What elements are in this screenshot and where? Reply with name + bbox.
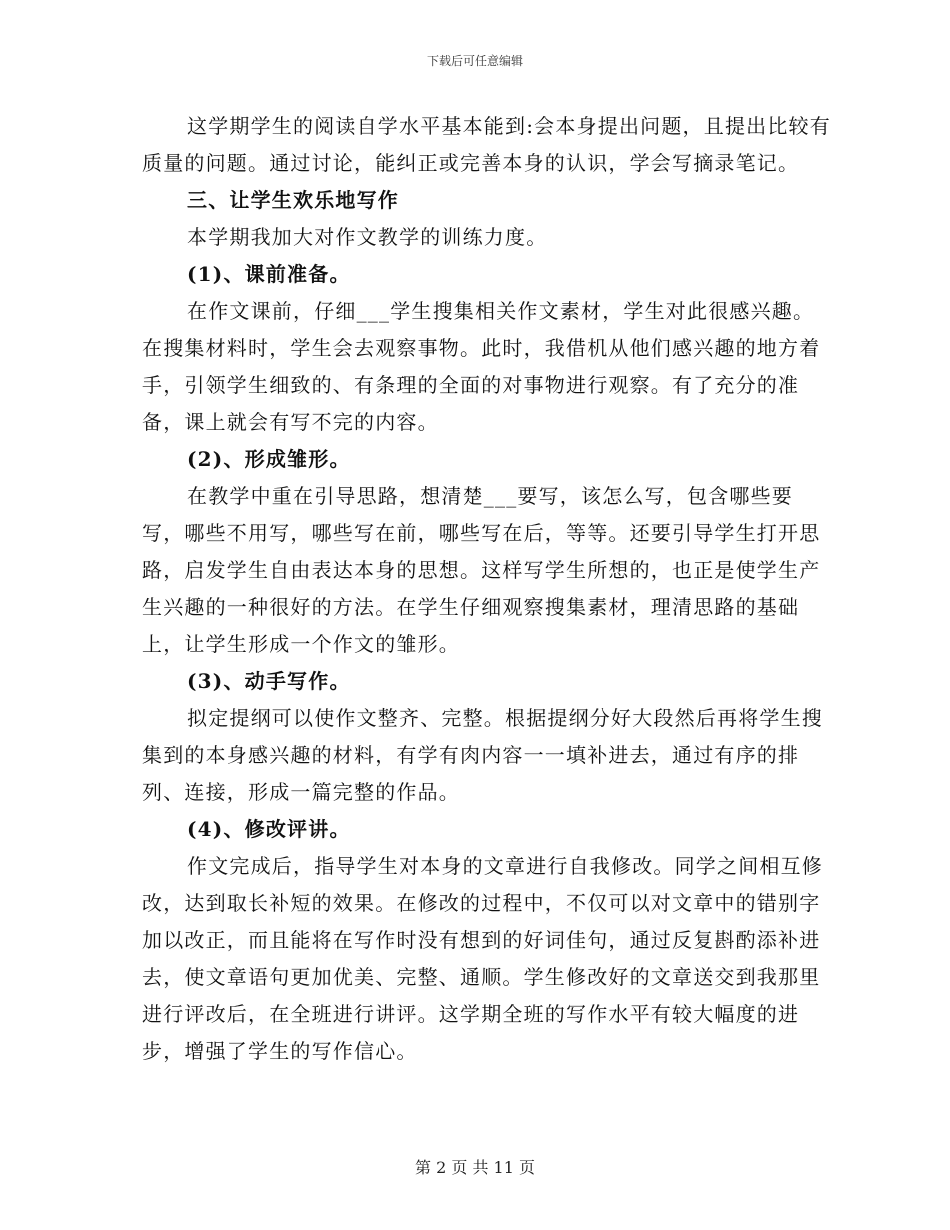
paragraph-writing-intro: 本学期我加大对作文教学的训练力度。 [187,225,548,249]
paragraph-writing: 拟定提纲可以使作文整齐、完整。根据提纲分好大段然后再将学生搜集到的本身感兴趣的材料，有学有肉内容一一填补进去，通过有序的排列、连接，形成一篇完整的作品。 [142,706,823,804]
page-header: 下载后可任意编辑 [426,54,523,68]
paragraph-draft-form: 在教学中重在引导思路，想清楚___要写，该怎么写，包含哪些要写，哪些不用写，哪些写在前，哪些写在后，等等。还要引导学生打开思路，启发学生自由表达本身的思想。这样写学生所想的，也正是使学生产生兴趣的一种很好的方法。在学生仔细观察搜集素材，理清思路的基础上，让学生形成一个作文的雏形。 [142,484,821,656]
document-body [142,108,832,1070]
subheading-revision: (4)、修改评讲。 [187,817,351,841]
subheading-writing: (3)、动手写作。 [187,669,351,693]
page-number: 第 2 页 共 11 页 [415,1158,535,1177]
subheading-draft-form: (2)、形成雏形。 [187,447,351,471]
paragraph-reading-ability: 这学期学生的阅读自学水平基本能到:会本身提出问题，且提出比较有质量的问题。通过讨论，能纠正或完善本身的认识，学会写摘录笔记。 [142,114,831,175]
paragraph-revision: 作文完成后，指导学生对本身的文章进行自我修改。同学之间相互修改，达到取长补短的效果。在修改的过程中，不仅可以对文章中的错别字加以改正，而且能将在写作时没有想到的好词佳句，通过反复斟酌添补进去，使文章语句更加优美、完整、通顺。学生修改好的文章送交到我那里进行评改后，在全班进行讲评。这学期全班的写作水平有较大幅度的进步，增强了学生的写作信心。 [142,854,823,1063]
paragraph-preparation: 在作文课前，仔细___学生搜集相关作文素材，学生对此很感兴趣。在搜集材料时，学生会去观察事物。此时，我借机从他们感兴趣的地方着手，引领学生细致的、有条理的全面的对事物进行观察。有了充分的准备，课上就会有写不完的内容。 [142,299,821,434]
subheading-preparation: (1)、课前准备。 [187,262,351,286]
section-heading-happy-writing: 三、让学生欢乐地写作 [187,188,399,212]
